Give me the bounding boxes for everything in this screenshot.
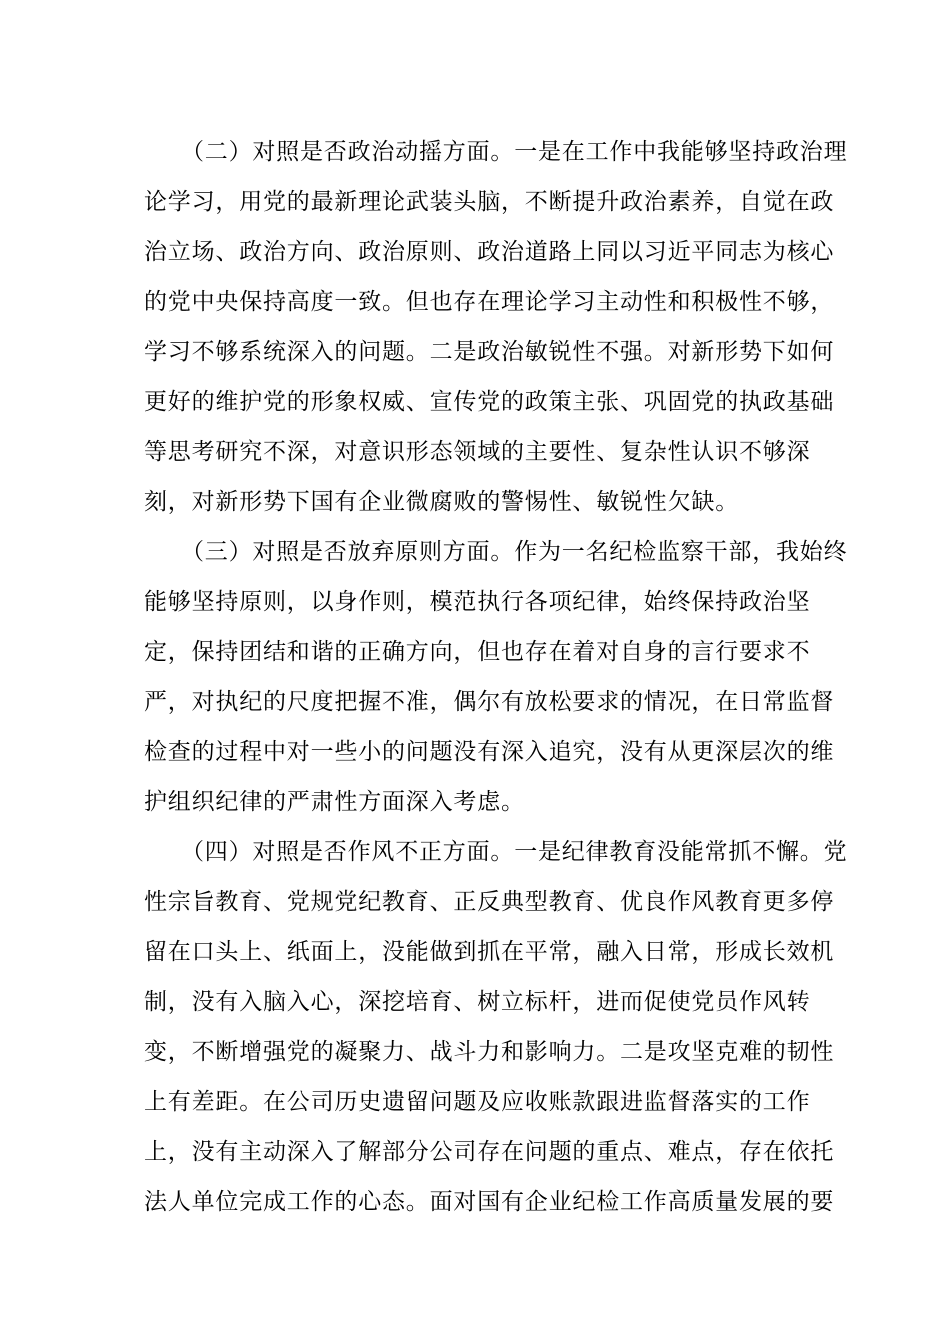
paragraph-line: 性宗旨教育、党规党纪教育、正反典型教育、优良作风教育更多停: [144, 889, 835, 915]
paragraph-line: 能够坚持原则，以身作则，模范执行各项纪律，始终保持政治坚: [144, 589, 811, 615]
paragraph-line: 刻，对新形势下国有企业微腐败的警惕性、敏锐性欠缺。: [144, 489, 739, 515]
paragraph-line: 检查的过程中对一些小的问题没有深入追究，没有从更深层次的维: [144, 739, 835, 765]
paragraph-section-3: [144, 527, 848, 827]
paragraph-line: 制，没有入脑入心，深挖培育、树立标杆，进而促使党员作风转: [144, 989, 811, 1015]
paragraph-line: （二）对照是否政治动摇方面。一是在工作中我能够坚持政治理: [181, 139, 848, 165]
paragraph-line: 论学习，用党的最新理论武装头脑，不断提升政治素养，自觉在政: [144, 189, 835, 215]
paragraph-line: 变，不断增强党的凝聚力、战斗力和影响力。二是攻坚克难的韧性: [144, 1039, 835, 1065]
paragraph-line: 定，保持团结和谐的正确方向，但也存在着对自身的言行要求不: [144, 639, 811, 665]
paragraph-section-2: [144, 127, 848, 527]
paragraph-line: 更好的维护党的形象权威、宣传党的政策主张、巩固党的执政基础: [144, 389, 835, 415]
paragraph-line: 学习不够系统深入的问题。二是政治敏锐性不强。对新形势下如何: [144, 339, 835, 365]
paragraph-line: 治立场、政治方向、政治原则、政治道路上同以习近平同志为核心: [144, 239, 835, 265]
paragraph-line: 的党中央保持高度一致。但也存在理论学习主动性和积极性不够，: [144, 289, 835, 315]
paragraph-line: 等思考研究不深，对意识形态领域的主要性、复杂性认识不够深: [144, 439, 811, 465]
paragraph-line: 上，没有主动深入了解部分公司存在问题的重点、难点，存在依托: [144, 1139, 835, 1165]
paragraph-section-4: [144, 827, 848, 1227]
paragraph-line: （四）对照是否作风不正方面。一是纪律教育没能常抓不懈。党: [181, 839, 848, 865]
paragraph-line: 护组织纪律的严肃性方面深入考虑。: [144, 789, 525, 815]
paragraph-line: （三）对照是否放弃原则方面。作为一名纪检监察干部，我始终: [181, 539, 848, 565]
document-body: [144, 127, 848, 1227]
paragraph-line: 法人单位完成工作的心态。面对国有企业纪检工作高质量发展的要: [144, 1189, 835, 1215]
paragraph-line: 留在口头上、纸面上，没能做到抓在平常，融入日常，形成长效机: [144, 939, 835, 965]
paragraph-line: 上有差距。在公司历史遗留问题及应收账款跟进监督落实的工作: [144, 1089, 811, 1115]
paragraph-line: 严，对执纪的尺度把握不准，偶尔有放松要求的情况，在日常监督: [144, 689, 835, 715]
